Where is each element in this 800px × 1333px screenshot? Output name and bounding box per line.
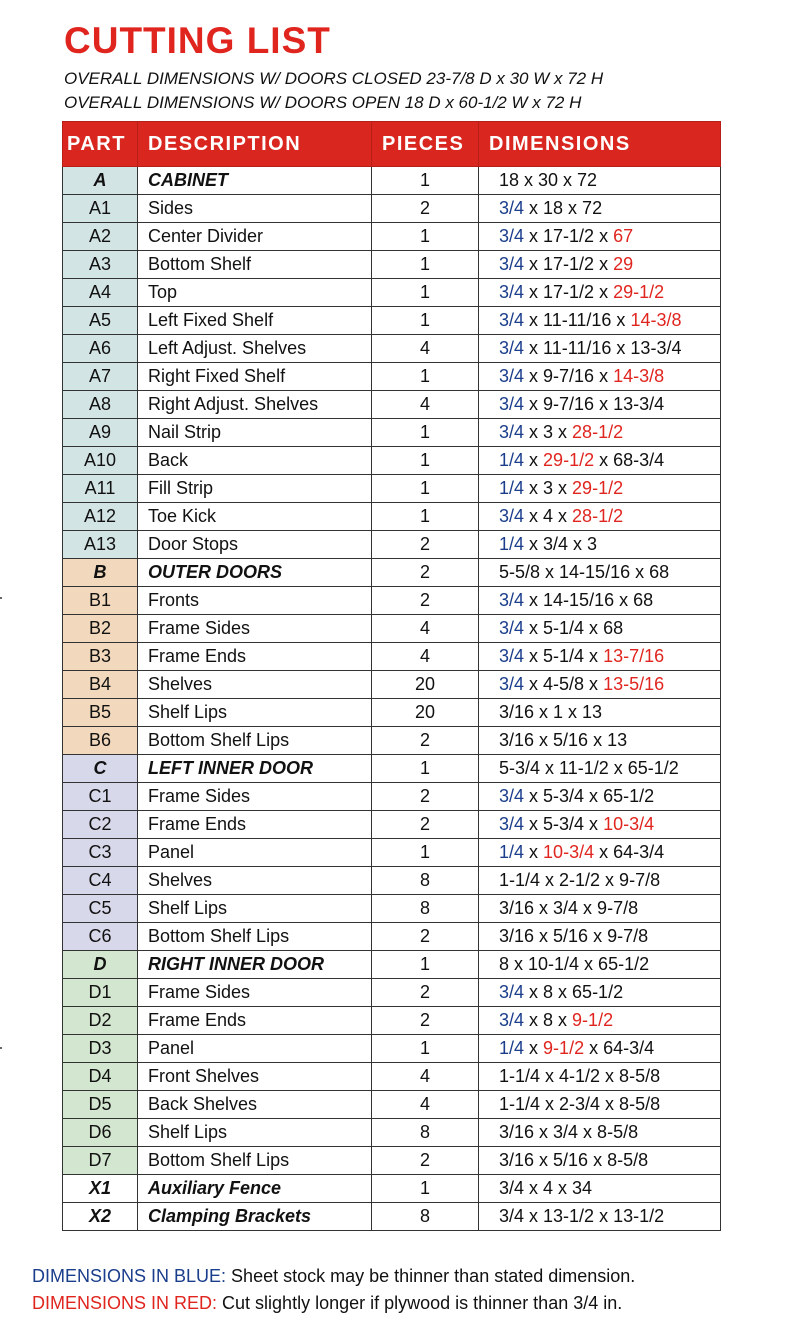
dimension-segment: x 5-1/4 x 68: [524, 618, 624, 638]
table-row: [63, 559, 721, 587]
description-cell: Bottom Shelf: [138, 251, 372, 279]
pieces-cell: 2: [372, 195, 479, 223]
part-cell: C1: [63, 783, 138, 811]
table-row: [63, 923, 721, 951]
description-cell: Door Stops: [138, 531, 372, 559]
dimension-segment: 14-3/8: [613, 366, 665, 386]
dimension-segment: 3/4: [499, 366, 525, 386]
pieces-cell: 1: [372, 363, 479, 391]
part-cell: D4: [63, 1063, 138, 1091]
description-cell: Shelves: [138, 671, 372, 699]
dimension-segment: 67: [613, 226, 634, 246]
pieces-cell: 4: [372, 391, 479, 419]
dimension-segment: 5-5/8 x 14-15/16 x 68: [499, 562, 670, 582]
dimensions-cell: [479, 839, 721, 867]
dimension-segment: x 17-1/2 x: [524, 282, 614, 302]
table-row: [63, 363, 721, 391]
description-cell: Bottom Shelf Lips: [138, 923, 372, 951]
dimensions-cell: [479, 615, 721, 643]
pieces-cell: 4: [372, 335, 479, 363]
dimensions-cell: [479, 559, 721, 587]
part-cell: A11: [63, 475, 138, 503]
part-cell: D1: [63, 979, 138, 1007]
table-row: [63, 1091, 721, 1119]
dimension-segment: 1/4: [499, 450, 525, 470]
dimensions-cell: [479, 223, 721, 251]
dimension-segment: 1-1/4 x 2-3/4 x 8-5/8: [499, 1094, 661, 1114]
description-cell: Frame Sides: [138, 615, 372, 643]
dimension-segment: 3/4: [499, 646, 525, 666]
part-cell: B2: [63, 615, 138, 643]
part-cell: D5: [63, 1091, 138, 1119]
pieces-cell: 1: [372, 447, 479, 475]
dimension-segment: x: [524, 842, 544, 862]
dimensions-cell: [479, 335, 721, 363]
dimensions-cell: [479, 363, 721, 391]
part-cell: B5: [63, 699, 138, 727]
dimensions-cell: [479, 783, 721, 811]
description-cell: Frame Sides: [138, 783, 372, 811]
table-row: [63, 895, 721, 923]
description-cell: Shelf Lips: [138, 1119, 372, 1147]
table-row: [63, 1119, 721, 1147]
table-row: [63, 1147, 721, 1175]
dimension-segment: 14-3/8: [630, 310, 682, 330]
dimension-segment: 3/4: [499, 198, 525, 218]
header-pieces: PIECES: [372, 122, 479, 167]
dimensions-cell: [479, 279, 721, 307]
dimension-segment: 28-1/2: [572, 506, 624, 526]
pieces-cell: 2: [372, 811, 479, 839]
dimension-segment: 3/4: [499, 422, 525, 442]
pieces-cell: 2: [372, 923, 479, 951]
table-row: [63, 251, 721, 279]
table-row: [63, 783, 721, 811]
subtitle-doors-closed: OVERALL DIMENSIONS W/ DOORS CLOSED 23-7/8 D x 30 W x 72 H: [64, 69, 604, 88]
table-row: [63, 643, 721, 671]
dimensions-cell: [479, 1203, 721, 1231]
pieces-cell: 8: [372, 1203, 479, 1231]
table-header-row: [63, 122, 721, 167]
pieces-cell: 1: [372, 475, 479, 503]
part-cell: B6: [63, 727, 138, 755]
dimension-segment: 9-1/2: [572, 1010, 614, 1030]
dimension-segment: 1-1/4 x 4-1/2 x 8-5/8: [499, 1066, 661, 1086]
dimensions-cell: [479, 503, 721, 531]
dimension-segment: x 3/4 x 3: [524, 534, 598, 554]
pieces-cell: 2: [372, 559, 479, 587]
description-cell: Bottom Shelf Lips: [138, 727, 372, 755]
dimension-segment: x 11-11/16 x: [524, 310, 631, 330]
part-cell: A4: [63, 279, 138, 307]
dimension-segment: x 4 x: [524, 506, 573, 526]
part-cell: A8: [63, 391, 138, 419]
table-row: [63, 279, 721, 307]
table-row: [63, 195, 721, 223]
pieces-cell: 2: [372, 531, 479, 559]
part-cell: C5: [63, 895, 138, 923]
dimension-segment: x 5-3/4 x 65-1/2: [524, 786, 655, 806]
note-blue-text: Sheet stock may be thinner than stated dimension.: [226, 1266, 636, 1286]
dimension-segment: x 3 x: [524, 478, 573, 498]
dimensions-cell: [479, 307, 721, 335]
table-row: [63, 699, 721, 727]
dimensions-cell: [479, 923, 721, 951]
table-row: [63, 811, 721, 839]
dimensions-cell: [479, 951, 721, 979]
dimension-segment: 3/4 x 13-1/2 x 13-1/2: [499, 1206, 665, 1226]
pieces-cell: 20: [372, 699, 479, 727]
part-cell: A1: [63, 195, 138, 223]
dimension-segment: x 18 x 72: [524, 198, 603, 218]
table-row: [63, 335, 721, 363]
dimension-segment: 29-1/2: [572, 478, 624, 498]
dimensions-cell: [479, 251, 721, 279]
dimensions-cell: [479, 643, 721, 671]
dimension-segment: 3/4 x 4 x 34: [499, 1178, 593, 1198]
part-cell: B3: [63, 643, 138, 671]
pieces-cell: 8: [372, 895, 479, 923]
dimension-segment: 3/4: [499, 1010, 525, 1030]
dimension-segment: x 5-1/4 x: [524, 646, 604, 666]
pieces-cell: 4: [372, 643, 479, 671]
dimensions-cell: [479, 531, 721, 559]
dimension-segment: 1/4: [499, 1038, 525, 1058]
dimension-segment: 13-7/16: [603, 646, 665, 666]
pieces-cell: 2: [372, 783, 479, 811]
dimension-segment: 3/4: [499, 338, 525, 358]
part-cell: X1: [63, 1175, 138, 1203]
description-cell: Frame Sides: [138, 979, 372, 1007]
description-cell: LEFT INNER DOOR: [138, 755, 372, 783]
table-row: [63, 979, 721, 1007]
pieces-cell: 1: [372, 1035, 479, 1063]
part-cell: X2: [63, 1203, 138, 1231]
part-cell: A: [63, 167, 138, 195]
part-cell: C: [63, 755, 138, 783]
part-cell: A5: [63, 307, 138, 335]
dimension-segment: x 17-1/2 x: [524, 226, 614, 246]
dimension-segment: x: [524, 450, 544, 470]
description-cell: Shelf Lips: [138, 895, 372, 923]
table-row: [63, 1007, 721, 1035]
dimension-segment: x: [524, 1038, 544, 1058]
dimension-segment: 8 x 10-1/4 x 65-1/2: [499, 954, 650, 974]
dimension-segment: 3/4: [499, 506, 525, 526]
dimension-segment: 28-1/2: [572, 422, 624, 442]
cutting-list-table: [62, 121, 721, 1231]
margin-mark: [0, 597, 2, 599]
dimensions-cell: [479, 419, 721, 447]
description-cell: Right Fixed Shelf: [138, 363, 372, 391]
description-cell: RIGHT INNER DOOR: [138, 951, 372, 979]
dimension-segment: 10-3/4: [543, 842, 595, 862]
part-cell: A10: [63, 447, 138, 475]
dimension-segment: 10-3/4: [603, 814, 655, 834]
part-cell: A7: [63, 363, 138, 391]
dimension-segment: x 68-3/4: [594, 450, 665, 470]
table-row: [63, 587, 721, 615]
dimensions-cell: [479, 195, 721, 223]
dimensions-cell: [479, 895, 721, 923]
description-cell: Frame Ends: [138, 1007, 372, 1035]
part-cell: A2: [63, 223, 138, 251]
part-cell: A3: [63, 251, 138, 279]
dimension-segment: x 11-11/16 x 13-3/4: [524, 338, 682, 358]
part-cell: A9: [63, 419, 138, 447]
pieces-cell: 4: [372, 1063, 479, 1091]
note-blue-label: DIMENSIONS IN BLUE:: [32, 1266, 227, 1286]
description-cell: Panel: [138, 1035, 372, 1063]
dimension-segment: x 9-7/16 x 13-3/4: [524, 394, 665, 414]
part-cell: D6: [63, 1119, 138, 1147]
description-cell: Front Shelves: [138, 1063, 372, 1091]
dimensions-cell: [479, 755, 721, 783]
table-row: [63, 867, 721, 895]
dimensions-cell: [479, 447, 721, 475]
pieces-cell: 1: [372, 167, 479, 195]
table-row: [63, 727, 721, 755]
dimension-segment: x 14-15/16 x 68: [524, 590, 654, 610]
subtitle-doors-open: OVERALL DIMENSIONS W/ DOORS OPEN 18 D x 60-1/2 W x 72 H: [64, 93, 582, 112]
dimension-segment: 3/16 x 3/4 x 9-7/8: [499, 898, 639, 918]
dimension-segment: 3/16 x 3/4 x 8-5/8: [499, 1122, 639, 1142]
description-cell: Frame Ends: [138, 811, 372, 839]
description-cell: Frame Ends: [138, 643, 372, 671]
header-part: PART: [63, 122, 138, 167]
pieces-cell: 4: [372, 615, 479, 643]
dimension-segment: x 64-3/4: [594, 842, 665, 862]
dimension-segment: 3/16 x 5/16 x 9-7/8: [499, 926, 649, 946]
description-cell: OUTER DOORS: [138, 559, 372, 587]
pieces-cell: 4: [372, 1091, 479, 1119]
dimension-segment: 29: [613, 254, 634, 274]
part-cell: D3: [63, 1035, 138, 1063]
description-cell: Fronts: [138, 587, 372, 615]
pieces-cell: 1: [372, 839, 479, 867]
description-cell: Auxiliary Fence: [138, 1175, 372, 1203]
description-cell: CABINET: [138, 167, 372, 195]
part-cell: B1: [63, 587, 138, 615]
description-cell: Fill Strip: [138, 475, 372, 503]
table-row: [63, 419, 721, 447]
dimension-segment: x 3 x: [524, 422, 573, 442]
pieces-cell: 2: [372, 1007, 479, 1035]
dimension-segment: 9-1/2: [543, 1038, 585, 1058]
dimension-segment: 3/4: [499, 394, 525, 414]
part-cell: A6: [63, 335, 138, 363]
table-row: [63, 671, 721, 699]
pieces-cell: 1: [372, 419, 479, 447]
dimension-segment: 5-3/4 x 11-1/2 x 65-1/2: [499, 758, 679, 778]
dimension-segment: 29-1/2: [543, 450, 595, 470]
dimension-segment: 3/4: [499, 226, 525, 246]
dimensions-cell: [479, 587, 721, 615]
pieces-cell: 1: [372, 251, 479, 279]
pieces-cell: 1: [372, 223, 479, 251]
dimension-segment: x 9-7/16 x: [524, 366, 614, 386]
pieces-cell: 1: [372, 755, 479, 783]
dimension-segment: 3/4: [499, 282, 525, 302]
dimension-segment: 3/4: [499, 814, 525, 834]
table-row: [63, 951, 721, 979]
dimension-segment: 3/16 x 1 x 13: [499, 702, 603, 722]
description-cell: Panel: [138, 839, 372, 867]
description-cell: Right Adjust. Shelves: [138, 391, 372, 419]
table-row: [63, 839, 721, 867]
description-cell: Shelves: [138, 867, 372, 895]
dimensions-cell: [479, 671, 721, 699]
dimensions-cell: [479, 167, 721, 195]
dimension-segment: x 4-5/8 x: [524, 674, 604, 694]
part-cell: C2: [63, 811, 138, 839]
dimension-segment: x 5-3/4 x: [524, 814, 604, 834]
table-row: [63, 475, 721, 503]
margin-mark: [0, 1047, 2, 1049]
part-cell: D7: [63, 1147, 138, 1175]
dimension-segment: 29-1/2: [613, 282, 665, 302]
dimensions-cell: [479, 979, 721, 1007]
pieces-cell: 1: [372, 951, 479, 979]
pieces-cell: 8: [372, 867, 479, 895]
dimensions-cell: [479, 1063, 721, 1091]
dimension-segment: x 8 x: [524, 1010, 573, 1030]
pieces-cell: 2: [372, 979, 479, 1007]
part-cell: C6: [63, 923, 138, 951]
dimension-segment: 1/4: [499, 842, 525, 862]
description-cell: Back Shelves: [138, 1091, 372, 1119]
pieces-cell: 1: [372, 1175, 479, 1203]
dimensions-cell: [479, 727, 721, 755]
description-cell: Back: [138, 447, 372, 475]
table-row: [63, 1035, 721, 1063]
pieces-cell: 2: [372, 587, 479, 615]
description-cell: Nail Strip: [138, 419, 372, 447]
dimensions-cell: [479, 699, 721, 727]
dimension-segment: x 17-1/2 x: [524, 254, 614, 274]
part-cell: B4: [63, 671, 138, 699]
description-cell: Top: [138, 279, 372, 307]
description-cell: Shelf Lips: [138, 699, 372, 727]
note-blue-dimensions: [32, 1266, 635, 1287]
dimension-segment: 1/4: [499, 478, 525, 498]
dimensions-cell: [479, 867, 721, 895]
description-cell: Left Adjust. Shelves: [138, 335, 372, 363]
table-row: [63, 615, 721, 643]
part-cell: A13: [63, 531, 138, 559]
dimensions-cell: [479, 391, 721, 419]
dimension-segment: 3/4: [499, 590, 525, 610]
header-dimensions: DIMENSIONS: [479, 122, 721, 167]
table-row: [63, 1203, 721, 1231]
dimensions-cell: [479, 1119, 721, 1147]
table-row: [63, 391, 721, 419]
description-cell: Clamping Brackets: [138, 1203, 372, 1231]
description-cell: Bottom Shelf Lips: [138, 1147, 372, 1175]
pieces-cell: 2: [372, 727, 479, 755]
dimensions-cell: [479, 475, 721, 503]
dimension-segment: x 64-3/4: [584, 1038, 655, 1058]
page-title: CUTTING LIST: [64, 20, 331, 61]
table-row: [63, 167, 721, 195]
table-row: [63, 503, 721, 531]
description-cell: Toe Kick: [138, 503, 372, 531]
table-row: [63, 755, 721, 783]
table-row: [63, 223, 721, 251]
part-cell: D: [63, 951, 138, 979]
table-row: [63, 531, 721, 559]
dimension-segment: 3/4: [499, 310, 525, 330]
dimension-segment: 13-5/16: [603, 674, 665, 694]
part-cell: C4: [63, 867, 138, 895]
dimensions-cell: [479, 811, 721, 839]
description-cell: Sides: [138, 195, 372, 223]
note-red-text: Cut slightly longer if plywood is thinner than 3/4 in.: [217, 1293, 623, 1313]
table-row: [63, 1063, 721, 1091]
pieces-cell: 2: [372, 1147, 479, 1175]
header-description: DESCRIPTION: [138, 122, 372, 167]
note-red-dimensions: [32, 1293, 622, 1314]
note-red-label: DIMENSIONS IN RED:: [32, 1293, 218, 1313]
table-body: [63, 167, 721, 1231]
part-cell: A12: [63, 503, 138, 531]
table-row: [63, 307, 721, 335]
dimension-segment: 18 x 30 x 72: [499, 170, 598, 190]
dimensions-cell: [479, 1035, 721, 1063]
dimension-segment: 3/4: [499, 674, 525, 694]
description-cell: Center Divider: [138, 223, 372, 251]
table-row: [63, 1175, 721, 1203]
pieces-cell: 20: [372, 671, 479, 699]
pieces-cell: 1: [372, 503, 479, 531]
dimension-segment: 1/4: [499, 534, 525, 554]
dimensions-cell: [479, 1147, 721, 1175]
dimension-segment: 3/4: [499, 786, 525, 806]
dimension-segment: 3/16 x 5/16 x 8-5/8: [499, 1150, 649, 1170]
part-cell: D2: [63, 1007, 138, 1035]
dimension-segment: 3/4: [499, 982, 525, 1002]
pieces-cell: 1: [372, 307, 479, 335]
pieces-cell: 8: [372, 1119, 479, 1147]
pieces-cell: 1: [372, 279, 479, 307]
part-cell: C3: [63, 839, 138, 867]
dimensions-cell: [479, 1007, 721, 1035]
part-cell: B: [63, 559, 138, 587]
dimensions-cell: [479, 1091, 721, 1119]
dimension-segment: x 8 x 65-1/2: [524, 982, 624, 1002]
dimension-segment: 3/16 x 5/16 x 13: [499, 730, 628, 750]
dimensions-cell: [479, 1175, 721, 1203]
dimension-segment: 1-1/4 x 2-1/2 x 9-7/8: [499, 870, 661, 890]
dimension-segment: 3/4: [499, 618, 525, 638]
description-cell: Left Fixed Shelf: [138, 307, 372, 335]
table-row: [63, 447, 721, 475]
dimension-segment: 3/4: [499, 254, 525, 274]
